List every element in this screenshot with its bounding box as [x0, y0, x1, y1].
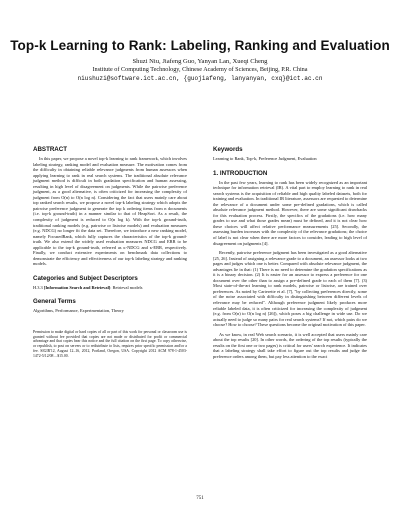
general-terms-text: Algorithms, Performance, Experimentation, Theory	[33, 308, 124, 314]
affiliation: Institute of Computing Technology, Chinese Academy of Sciences, Beijing, P.R. China	[92, 66, 308, 74]
intro-paragraph-2: Recently, pairwise preference judgment has been investigated as a good alternative [25, 26]. Instead of assigning a relevance grade to a document, an assessor looks at two pages and judges which one is better. Compared with absolute relevance judgment, the advantages lie in that: (1) There is no need to determine the gradation specifications as it is a binary decision. (2) It is easier for an assessor to express a preference for one document over the other than to assign a pre-defined grade to each of them [7]. (3) Most state-of-the-art learning to rank models, pairwise or listwise, are trained over preferences. As noted by Carterette et al. [7], "by collecting preferences directly, some of the noise associated with difficulty in distinguishing between different levels of relevance may be reduced". Although preference judgment likely produces more reliable labeled data, it is often criticized for increasing the complexity of judgment (e.g. from O(n) to O(n log n) [26]), which poses a big challenge in wide use. Do we actually need to judge so many pairs for real search systems? If not, which pairs do we choose? How to choose? These questions become the original motivation of this paper.	[213, 250, 367, 328]
paper-title: Top-k Learning to Rank: Labeling, Ranking and Evaluation	[10, 38, 390, 53]
categories-heading: Categories and Subject Descriptors	[33, 274, 138, 282]
general-terms-heading: General Terms	[33, 298, 76, 306]
right-column	[213, 146, 367, 360]
categories-code: H.3.3	[33, 284, 43, 290]
categories-rest: : Retrieval models	[110, 284, 143, 290]
keywords-heading: Keywords	[213, 146, 243, 153]
abstract-heading: ABSTRACT	[33, 146, 68, 153]
author-names: Shuzi Niu, Jiafeng Guo, Yanyan Lan, Xueqi Cheng	[132, 58, 268, 65]
copyright-footnote: Permission to make digital or hard copies of all or part of this work for personal or classroom use is granted without fee provided that copies are not made or distributed for profit or commercial advantage and that copies bear this notice and the full citation on the first page. To copy otherwise, or republish, to post on servers or to redistribute to lists, requires prior specific permission and/or a fee. SIGIR'12, August 12–16, 2012, Portland, Oregon, USA. Copyright 2012 ACM 978-1-4503-1472-5/12/08 ...$15.00.	[33, 330, 187, 358]
page-number: 751	[196, 496, 204, 501]
intro-paragraph-1: In the past few years, learning to rank has been widely recognized as an important technique for information retrieval (IR). A vital part to employ learning to rank in real search systems is the acquisition of reliable and high quality labeled datasets, both for training and evaluation. In traditional IR literature, assessors are requested to determine the relevance of a document under some pre-defined gradations, which is called absolute relevance judgment method. However, there are some significant drawbacks for this evaluation process. Firstly, the specifics of the gradations (i.e. how many grades to use and what those grades mean) must be defined, and it is not clear how these choices will affect relative performance measurements [25]. Secondly, the assessing burden increases with the complexity of the relevance gradations; the choice of label is not clear when there are more factors to consider, leading to high level of disagreement on judgments [4].	[213, 179, 367, 246]
intro-paragraph-3: As we know, in real Web search scenario, it is well accepted that users mainly care about the top results [20]. In other words, the ordering of the top results (typically the results on the first one or two pages) is critical for users' search experience. It indicates that a labeling strategy shall take effort to figure out the top results and judge the preference orders among them, but pay less attention to the exact	[213, 331, 367, 359]
keywords-text: Learning to Rank, Top-k, Preference Judgment, Evaluation	[213, 156, 317, 161]
author-emails: niushuzi@software.ict.ac.cn, {guojiafeng, lanyanyan, cxq}@ict.ac.cn	[77, 74, 323, 82]
introduction-heading: 1. INTRODUCTION	[213, 169, 268, 177]
categories-bold: [Information Search and Retrieval]	[43, 284, 111, 290]
abstract-text: In this paper, we propose a novel top-k learning to rank framework, which involves labeling strategy, ranking model and evaluation measure. The motivation comes from the difficulty in obtaining reliable relevance judgments from human assessors when applying learning to rank in real search systems. The traditional absolute relevance judgment method is difficult in both gradation specification and human assessing, resulting in high level of disagreement on judgments. While the pairwise preference judgment, as a good alternative, is often criticized for increasing the complexity of judgment from O(n) to O(n log n). Considering the fact that users mainly care about top ranked search results, we propose a novel top-k labeling strategy which adopts the pairwise preference judgment to generate the top k ordering items from n documents (i.e. top-k ground-truth) in a manner similar to that of HeapSort. As a result, the complexity of judgment is reduced to O(n log k). With the top-k ground-truth, traditional ranking models (e.g. pairwise or listwise models) and evaluation measures (e.g. NDCG) no longer fit the data set. Therefore, we introduce a new ranking model, namely FocusedRank, which fully captures the characteristics of the top-k ground-truth. We also extend the widely used evaluation measures NDCG and ERR to be applicable to the top-k ground-truth, referred as κ-NDCG and κ-ERR, respectively. Finally, we conduct extensive experiments on benchmark data collections to demonstrate the efficiency and effectiveness of our top-k labeling strategy and ranking models.	[33, 156, 187, 267]
author-block	[0, 58, 400, 83]
left-column	[33, 146, 187, 358]
